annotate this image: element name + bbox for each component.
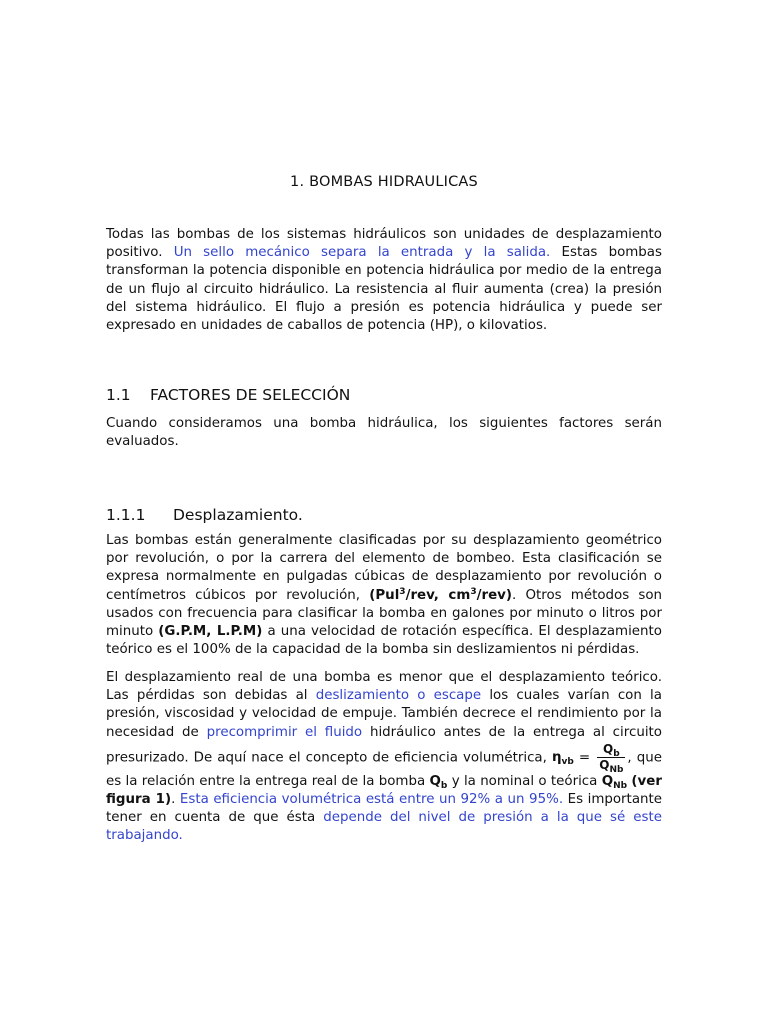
section-heading-1-1-1 — [106, 506, 303, 524]
units-sup-2: 3 — [470, 586, 477, 597]
eta-subscript: vb — [561, 757, 574, 768]
disp-text-2c: hidráulico antes de la entrega al circuito presurizado. De aquí nace el concepto de eficiencia volumétrica, — [106, 724, 662, 766]
intro-text-1: Todas las bombas de los sistemas hidráulicos son unidades de desplazamiento positivo. — [106, 227, 662, 261]
fraction-numerator — [597, 742, 625, 758]
units-expression — [369, 588, 512, 603]
displacement-paragraph-2 — [106, 669, 662, 846]
units-close: /rev) — [476, 587, 513, 603]
units-mid: /rev, cm — [405, 587, 471, 603]
fraction-denominator — [597, 758, 625, 773]
disp-text-1b: . Otros métodos son usados con frecuencia para clasificar la bomba en galones por minuto o litros por minuto — [106, 587, 662, 640]
disp-text-1a: Las bombas están generalmente clasificadas por su desplazamiento geométrico por revolución, o por la carrera del elemento de bombeo. Esta clasificación se expresa normalmente en pulgadas cúbicas de desplazamiento por revolución o centímetros cúbicos por revolución, — [106, 533, 662, 603]
section-1-1-paragraph — [106, 415, 662, 451]
equals-sign: = — [578, 750, 591, 766]
eta-letter: η — [551, 750, 562, 766]
disp-text-2d: , que es la relación entre la entrega real de la bomba — [106, 750, 662, 789]
disp-text-2b: los cuales varían con la presión, viscosidad y velocidad de empuje. También decrece el rendimiento por la necesidad de — [106, 688, 662, 740]
qnb-symbol — [602, 774, 627, 789]
subsection-title: Desplazamiento. — [173, 506, 303, 524]
disp-text-1c: a una velocidad de rotación específica. El desplazamiento teórico es el 100% de la capacidad de la bomba sin deslizamientos ni pérdidas. — [106, 624, 662, 658]
denominator-q: Q — [599, 757, 610, 772]
eta-symbol — [551, 750, 574, 768]
qnb-letter: Q — [601, 773, 614, 789]
numerator-sub: b — [613, 748, 620, 759]
section-heading-1-1 — [106, 386, 350, 404]
link-precomprimir[interactable]: precomprimir el fluido — [206, 724, 363, 740]
disp-text-2a: El desplazamiento real de una bomba es menor que el desplazamiento teórico. Las pérdidas son debidas al — [106, 670, 662, 704]
link-eficiencia[interactable]: Esta eficiencia volumétrica está entre un 92% a un 95%. — [179, 792, 564, 808]
disp-text-2e: y la nominal o teórica — [451, 773, 598, 789]
disp-text-2f: Es importante tener en cuenta de que ésta — [106, 792, 662, 826]
figure-reference: (ver figura 1) — [106, 773, 662, 808]
link-deslizamiento[interactable]: deslizamiento o escape — [315, 688, 482, 704]
units-sup-1: 3 — [399, 586, 406, 597]
units-open: (Pul — [369, 587, 400, 603]
intro-link-sello[interactable]: Un sello mecánico separa la entrada y la salida. — [173, 245, 551, 261]
gpm-units: (G.P.M, L.P.M) — [158, 624, 263, 640]
qnb-subscript: Nb — [613, 780, 628, 791]
intro-text-2: Estas bombas transforman la potencia disponible en potencia hidráulica por medio de la entrega de un flujo al circuito hidráulico. La resistencia al fluir aumenta (crea) la presión del sistema hidráulico. El flujo a presión es potencia hidráulica y puede ser expresado en unidades de caballos de potencia (HP), o kilovatios. — [106, 245, 662, 334]
subsection-number: 1.1.1 — [106, 506, 146, 524]
period: . — [171, 792, 176, 808]
denominator-sub: Nb — [609, 764, 624, 775]
section-1-1-text: Cuando consideramos una bomba hidráulica, los siguientes factores serán evaluados. — [106, 416, 662, 450]
section-title: FACTORES DE SELECCIÓN — [150, 386, 351, 404]
section-number: 1.1 — [106, 386, 131, 404]
displacement-paragraph-1 — [106, 532, 662, 659]
qb-symbol — [430, 774, 448, 789]
page-title: 1. BOMBAS HIDRAULICAS — [290, 174, 478, 190]
qb-subscript: b — [440, 780, 448, 791]
numerator-q: Q — [603, 741, 614, 756]
efficiency-fraction — [597, 742, 625, 773]
intro-paragraph — [106, 226, 662, 335]
qb-letter: Q — [429, 773, 441, 789]
link-depende[interactable]: depende del nivel de presión a la que sé este trabajando. — [106, 810, 662, 844]
